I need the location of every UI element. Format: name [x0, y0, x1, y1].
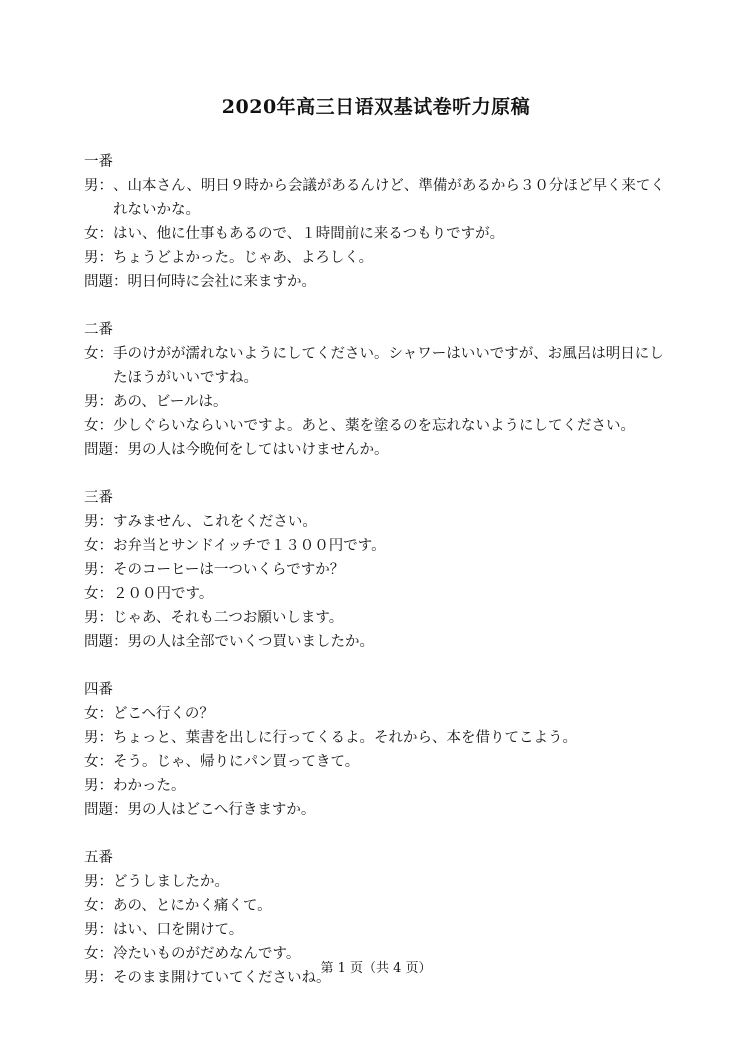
speaker-label: 男： [84, 250, 113, 266]
speaker-label: 男： [84, 778, 113, 794]
section-2 [84, 318, 674, 462]
dialogue-line [84, 702, 674, 726]
speaker-label: 男： [84, 514, 113, 530]
question-line [84, 438, 674, 462]
dialogue-line [84, 918, 674, 942]
dialogue-line [84, 342, 674, 390]
speaker-label: 女： [84, 538, 113, 554]
speaker-label: 女： [84, 754, 113, 770]
speaker-label: 男： [84, 922, 113, 938]
utterance-text: 冷たいものがだめなんです。 [113, 946, 301, 962]
dialogue-line [84, 894, 674, 918]
speaker-label: 男： [84, 394, 113, 410]
utterance-text: 少しぐらいならいいですよ。あと、薬を塗るのを忘れないようにしてください。 [113, 418, 635, 434]
question-label: 問題： [84, 274, 128, 290]
question-line [84, 270, 674, 294]
utterance-text: あの、とにかく痛くて。 [113, 898, 272, 914]
utterance-text: どうしましたか。 [113, 874, 229, 890]
utterance-text: そう。じゃ、帰りにパン買ってきて。 [113, 754, 360, 770]
utterance-text: あの、ビールは。 [113, 394, 228, 410]
section-heading: 三番 [84, 490, 113, 506]
speaker-label: 男： [84, 562, 113, 578]
section-heading: 五番 [84, 850, 113, 866]
dialogue-line [84, 582, 674, 606]
utterance-text: 、山本さん、明日９時から会議があるんけど、準備があるから３０分ほど早く来てくれないかな。 [113, 178, 665, 218]
speaker-label: 女： [84, 946, 113, 962]
document-body [84, 150, 674, 1014]
question-text: 男の人はどこへ行きますか。 [127, 802, 316, 818]
speaker-label: 女： [84, 226, 113, 242]
dialogue-line [84, 390, 674, 414]
section-3 [84, 486, 674, 654]
utterance-text: 手のけがが濡れないようにしてください。シャワーはいいですが、お風呂は明日にしたほうがいいですね。 [113, 346, 664, 386]
speaker-label: 女： [84, 346, 113, 362]
utterance-text: お弁当とサンドイッチで１３００円です。 [113, 538, 386, 554]
question-text: 男の人は全部でいくつ買いましたか。 [127, 634, 374, 650]
utterance-text: ２００円です。 [113, 586, 214, 602]
dialogue-line [84, 726, 674, 750]
utterance-text: そのまま開けていてくださいね。 [113, 970, 331, 986]
dialogue-line [84, 246, 674, 270]
speaker-label: 女： [84, 586, 113, 602]
dialogue-line [84, 510, 674, 534]
dialogue-line [84, 606, 674, 630]
speaker-label: 女： [84, 898, 113, 914]
dialogue-line [84, 222, 674, 246]
utterance-text: どこへ行くの？ [113, 706, 214, 722]
section-heading: 四番 [84, 682, 113, 698]
question-line [84, 630, 674, 654]
section-heading: 一番 [84, 154, 113, 170]
question-label: 問題： [84, 442, 128, 458]
speaker-label: 男： [84, 730, 113, 746]
speaker-label: 男： [84, 610, 113, 626]
question-label: 問題： [84, 802, 128, 818]
dialogue-line [84, 414, 674, 438]
section-1 [84, 150, 674, 294]
document-title: 2020年高三日语双基试卷听力原稿 [221, 96, 531, 118]
speaker-label: 男： [84, 970, 113, 986]
utterance-text: はい、他に仕事もあるので、１時間前に来るつもりですが。 [113, 226, 505, 242]
utterance-text: そのコーヒーは一ついくらですか？ [113, 562, 345, 578]
speaker-label: 女： [84, 418, 113, 434]
page-footer: 第 1 页（共 4 页） [320, 961, 432, 976]
utterance-text: はい、口を開けて。 [113, 922, 244, 938]
speaker-label: 女： [84, 706, 113, 722]
utterance-text: ちょうどよかった。じゃあ、よろしく。 [113, 250, 374, 266]
section-heading: 二番 [84, 322, 113, 338]
utterance-text: すみません、これをください。 [113, 514, 317, 530]
dialogue-line [84, 750, 674, 774]
question-label: 問題： [84, 634, 128, 650]
question-text: 明日何時に会社に来ますか。 [127, 274, 316, 290]
dialogue-line [84, 774, 674, 798]
dialogue-line [84, 534, 674, 558]
utterance-text: わかった。 [113, 778, 186, 794]
dialogue-line [84, 558, 674, 582]
utterance-text: じゃあ、それも二つお願いします。 [113, 610, 344, 626]
question-text: 男の人は今晩何をしてはいけませんか。 [127, 442, 389, 458]
utterance-text: ちょっと、葉書を出しに行ってくるよ。それから、本を借りてこよう。 [113, 730, 577, 746]
speaker-label: 男： [84, 874, 113, 890]
speaker-label: 男： [84, 178, 113, 194]
dialogue-line [84, 870, 674, 894]
section-4 [84, 678, 674, 822]
dialogue-line [84, 174, 674, 222]
question-line [84, 798, 674, 822]
